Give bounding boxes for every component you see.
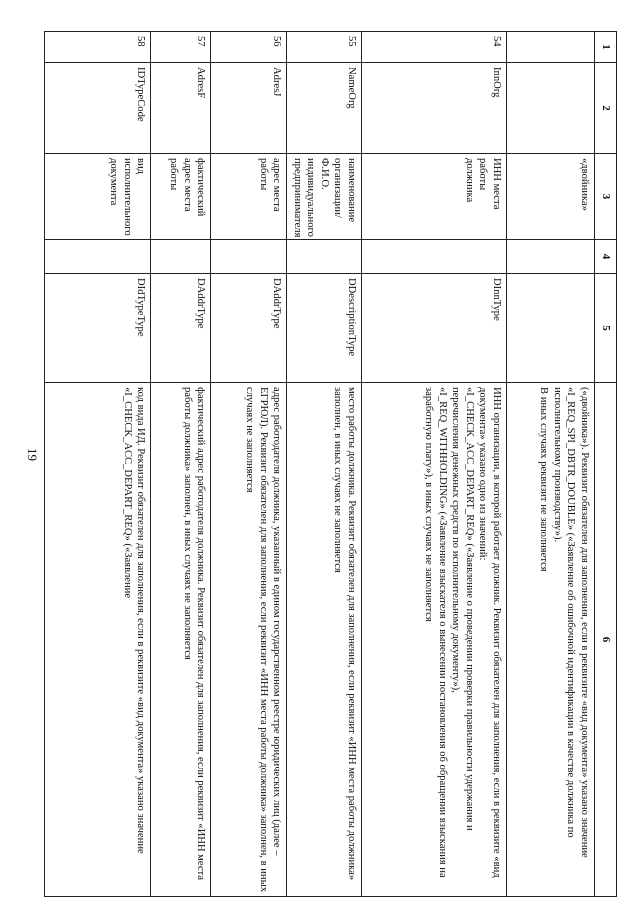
column-4-cell [507,240,595,274]
requisite-code: NameOrg [287,63,362,154]
description-paragraph: место работы должника. Реквизит обязателен для заполнения, если реквизит «ИНН места работы должника» заполнен, в иных случаях не заполняется [332,387,357,881]
description-paragraph: «I_CHECK_ACC_DEPART_REQ» («Заявление о проведении проверки правильности удержания и перечисления денежных средств по исполнительному документу»), [450,387,475,831]
requisite-code: InnOrg [362,63,507,154]
requisite-name: наименование организации/Ф.И.О. индивидуального предпринимателя [287,154,362,240]
table-row [211,32,287,897]
requisite-description [507,383,595,897]
requisite-code [507,63,595,154]
description-paragraph: В иных случаях реквизит не заполняется [538,387,550,572]
description-paragraph: адрес работодателя должника, указанный в едином государственном реестре юридических лиц (далее – ЕГРЮЛ). Реквизит обязателен для заполнения, если реквизит «ИНН места работы должника» заполнен, в иных случаях не заполняется [244,387,283,893]
column-header: 2 [595,63,617,154]
requisite-code: AdresJ [211,63,287,154]
requisite-name: адрес места работы [211,154,287,240]
requisite-description [362,383,507,897]
requisite-type: DAddrType [151,274,211,383]
description-paragraph: фактический адрес работодателя должника. Реквизит обязателен для заполнения, если реквизит «ИНН места работы должника» заполнен, в иных случаях не заполняется [181,387,207,881]
requisite-code: AdresF [151,63,211,154]
column-header: 4 [595,240,617,274]
row-number: 54 [362,32,507,63]
row-number: 58 [45,32,151,63]
table-row [507,32,595,897]
column-4-cell [45,240,151,274]
column-header: 6 [595,383,617,897]
requisite-name: ИНН места работы должника [362,154,507,240]
page-number: 19 [25,448,40,461]
requisite-type: DDescriptionType [287,274,362,383]
column-4-cell [287,240,362,274]
column-header: 5 [595,274,617,383]
requisite-name: вид исполнительного документа [45,154,151,240]
column-4-cell [211,240,287,274]
row-number: 56 [211,32,287,63]
rotated-document [44,31,617,896]
requisite-description [287,383,362,897]
requisite-type: DAddrType [211,274,287,383]
requisite-name: «двойника» [507,154,595,240]
table-body [45,32,595,897]
column-4-cell [362,240,507,274]
requisite-description [151,383,211,897]
description-paragraph: «I_REQ_WITHHOLDING» («Заявление взыскателя о вынесении постановления об обращении взыскания на заработную плату»), в иных случаях не заполняется [423,387,448,878]
requisite-description [211,383,287,897]
row-number: 55 [287,32,362,63]
table-row [287,32,362,897]
column-header: 3 [595,154,617,240]
description-paragraph: («двойника»). Реквизит обязателен для заполнения, если в реквизите «вид документа» указано значение «I_REQ_SPI_DBTR_DOUBLE» («Заявление об ошибочной идентификации в качестве должника по исполнительному производству»). [551,387,590,858]
table-header-row [595,32,617,897]
description-paragraph: код вида ИД. Реквизит обязателен для заполнения, если в реквизите «вид документа» указано значение «I_CHECK_ACC_DEPART_REQ» («Заявление [121,387,147,854]
column-header: 1 [595,32,617,63]
requisite-code: IDTypeCode [45,63,151,154]
row-number [507,32,595,63]
table-row [151,32,211,897]
row-number: 57 [151,32,211,63]
table-row [45,32,151,897]
requisite-description [45,383,151,897]
requisite-type: DIdTypeType [45,274,151,383]
requisite-type: DInnType [362,274,507,383]
requisites-table [44,31,617,897]
requisite-type [507,274,595,383]
column-4-cell [151,240,211,274]
requisite-name: фактический адрес места работы [151,154,211,240]
description-paragraph: ИНН организации, в которой работает должник. Реквизит обязателен для заполнения, если в реквизите «вид документа» указано одно из значений: [477,387,502,878]
table-row [362,32,507,897]
